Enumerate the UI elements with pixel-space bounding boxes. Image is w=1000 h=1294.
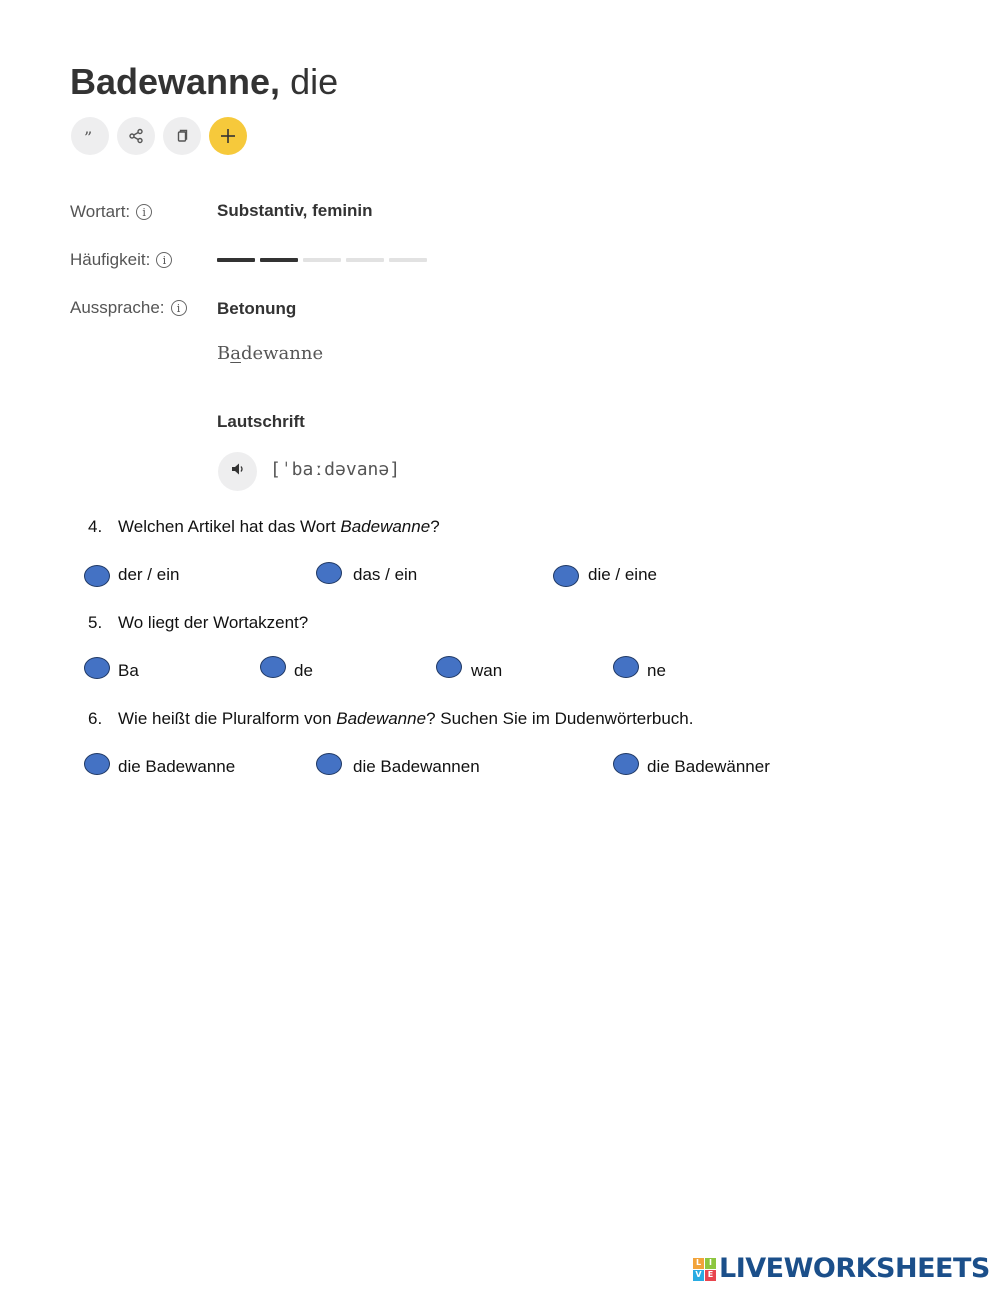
haeufigkeit-label xyxy=(70,250,172,270)
stressed-vowel: a xyxy=(230,343,241,364)
question-text: Wie heißt die Pluralform von xyxy=(118,709,337,728)
question-number: 4. xyxy=(88,517,103,536)
aussprache-label xyxy=(70,298,187,318)
answer-radio[interactable] xyxy=(260,656,286,678)
liveworksheets-logo xyxy=(693,1254,990,1284)
stress-post: dewanne xyxy=(240,343,324,364)
wortart-label xyxy=(70,202,152,222)
answer-option-label: die Badewänner xyxy=(647,757,770,776)
headword-lemma: Badewanne, xyxy=(70,61,281,102)
question-text-end: ? Suchen Sie im Dudenwörterbuch. xyxy=(426,709,694,728)
answer-radio[interactable] xyxy=(84,753,110,775)
question-4 xyxy=(88,517,440,537)
betonung-heading: Betonung xyxy=(217,299,297,318)
question-emphasis: Badewanne xyxy=(340,517,431,536)
logo-letter: E xyxy=(705,1270,716,1281)
answer-option-label: das / ein xyxy=(353,565,418,584)
frequency-segment xyxy=(346,258,384,262)
frequency-segment xyxy=(260,258,298,262)
answer-radio[interactable] xyxy=(316,753,342,775)
question-text: Welchen Artikel hat das Wort xyxy=(118,517,341,536)
quote-button[interactable] xyxy=(71,117,109,155)
stress-pre: B xyxy=(217,343,231,364)
answer-option-label: Ba xyxy=(118,661,139,680)
answer-option-label: ne xyxy=(647,661,666,680)
share-button[interactable] xyxy=(117,117,155,155)
answer-option-label: wan xyxy=(471,661,503,680)
question-emphasis: Badewanne xyxy=(336,709,427,728)
wortart-value: Substantiv, feminin xyxy=(217,201,373,220)
add-button[interactable] xyxy=(209,117,247,155)
svg-text:”: ” xyxy=(84,128,93,144)
stress-notation xyxy=(217,343,323,364)
plus-icon xyxy=(219,127,237,145)
info-icon[interactable]: i xyxy=(136,204,152,220)
quote-icon xyxy=(82,128,98,144)
frequency-meter xyxy=(217,258,427,262)
info-icon[interactable]: i xyxy=(171,300,187,316)
copy-icon xyxy=(174,128,190,144)
audio-play-button[interactable] xyxy=(218,452,257,491)
info-icon[interactable]: i xyxy=(156,252,172,268)
copy-button[interactable] xyxy=(163,117,201,155)
logo-mark xyxy=(693,1258,716,1281)
headword xyxy=(70,60,338,104)
haeufigkeit-label-text: Häufigkeit: xyxy=(70,250,151,269)
answer-option-label: die / eine xyxy=(588,565,657,584)
frequency-segment xyxy=(389,258,427,262)
headword-article: die xyxy=(290,61,339,102)
question-5 xyxy=(88,613,308,633)
logo-text: LIVEWORKSHEETS xyxy=(719,1253,990,1284)
ipa-transcription: [ˈbaːdəvanə] xyxy=(270,459,401,480)
question-6 xyxy=(88,709,694,729)
question-text: Wo liegt der Wortakzent? xyxy=(118,613,309,632)
frequency-segment xyxy=(217,258,255,262)
aussprache-label-text: Aussprache: xyxy=(70,298,165,317)
question-number: 5. xyxy=(88,613,103,632)
question-number: 6. xyxy=(88,709,103,728)
answer-option-label: de xyxy=(294,661,313,680)
answer-radio[interactable] xyxy=(84,657,110,679)
speaker-icon xyxy=(231,462,245,481)
answer-radio[interactable] xyxy=(436,656,462,678)
logo-letter: L xyxy=(693,1258,704,1269)
wortart-label-text: Wortart: xyxy=(70,202,131,221)
frequency-segment xyxy=(303,258,341,262)
answer-option-label: die Badewanne xyxy=(118,757,236,776)
answer-radio[interactable] xyxy=(84,565,110,587)
answer-radio[interactable] xyxy=(553,565,579,587)
question-text-end: ? xyxy=(430,517,440,536)
answer-radio[interactable] xyxy=(316,562,342,584)
lautschrift-heading: Lautschrift xyxy=(217,412,305,431)
answer-radio[interactable] xyxy=(613,656,639,678)
answer-radio[interactable] xyxy=(613,753,639,775)
answer-option-label: die Badewannen xyxy=(353,757,480,776)
share-icon xyxy=(128,128,144,144)
logo-letter: I xyxy=(705,1258,716,1269)
logo-letter: V xyxy=(693,1270,704,1281)
answer-option-label: der / ein xyxy=(118,565,180,584)
